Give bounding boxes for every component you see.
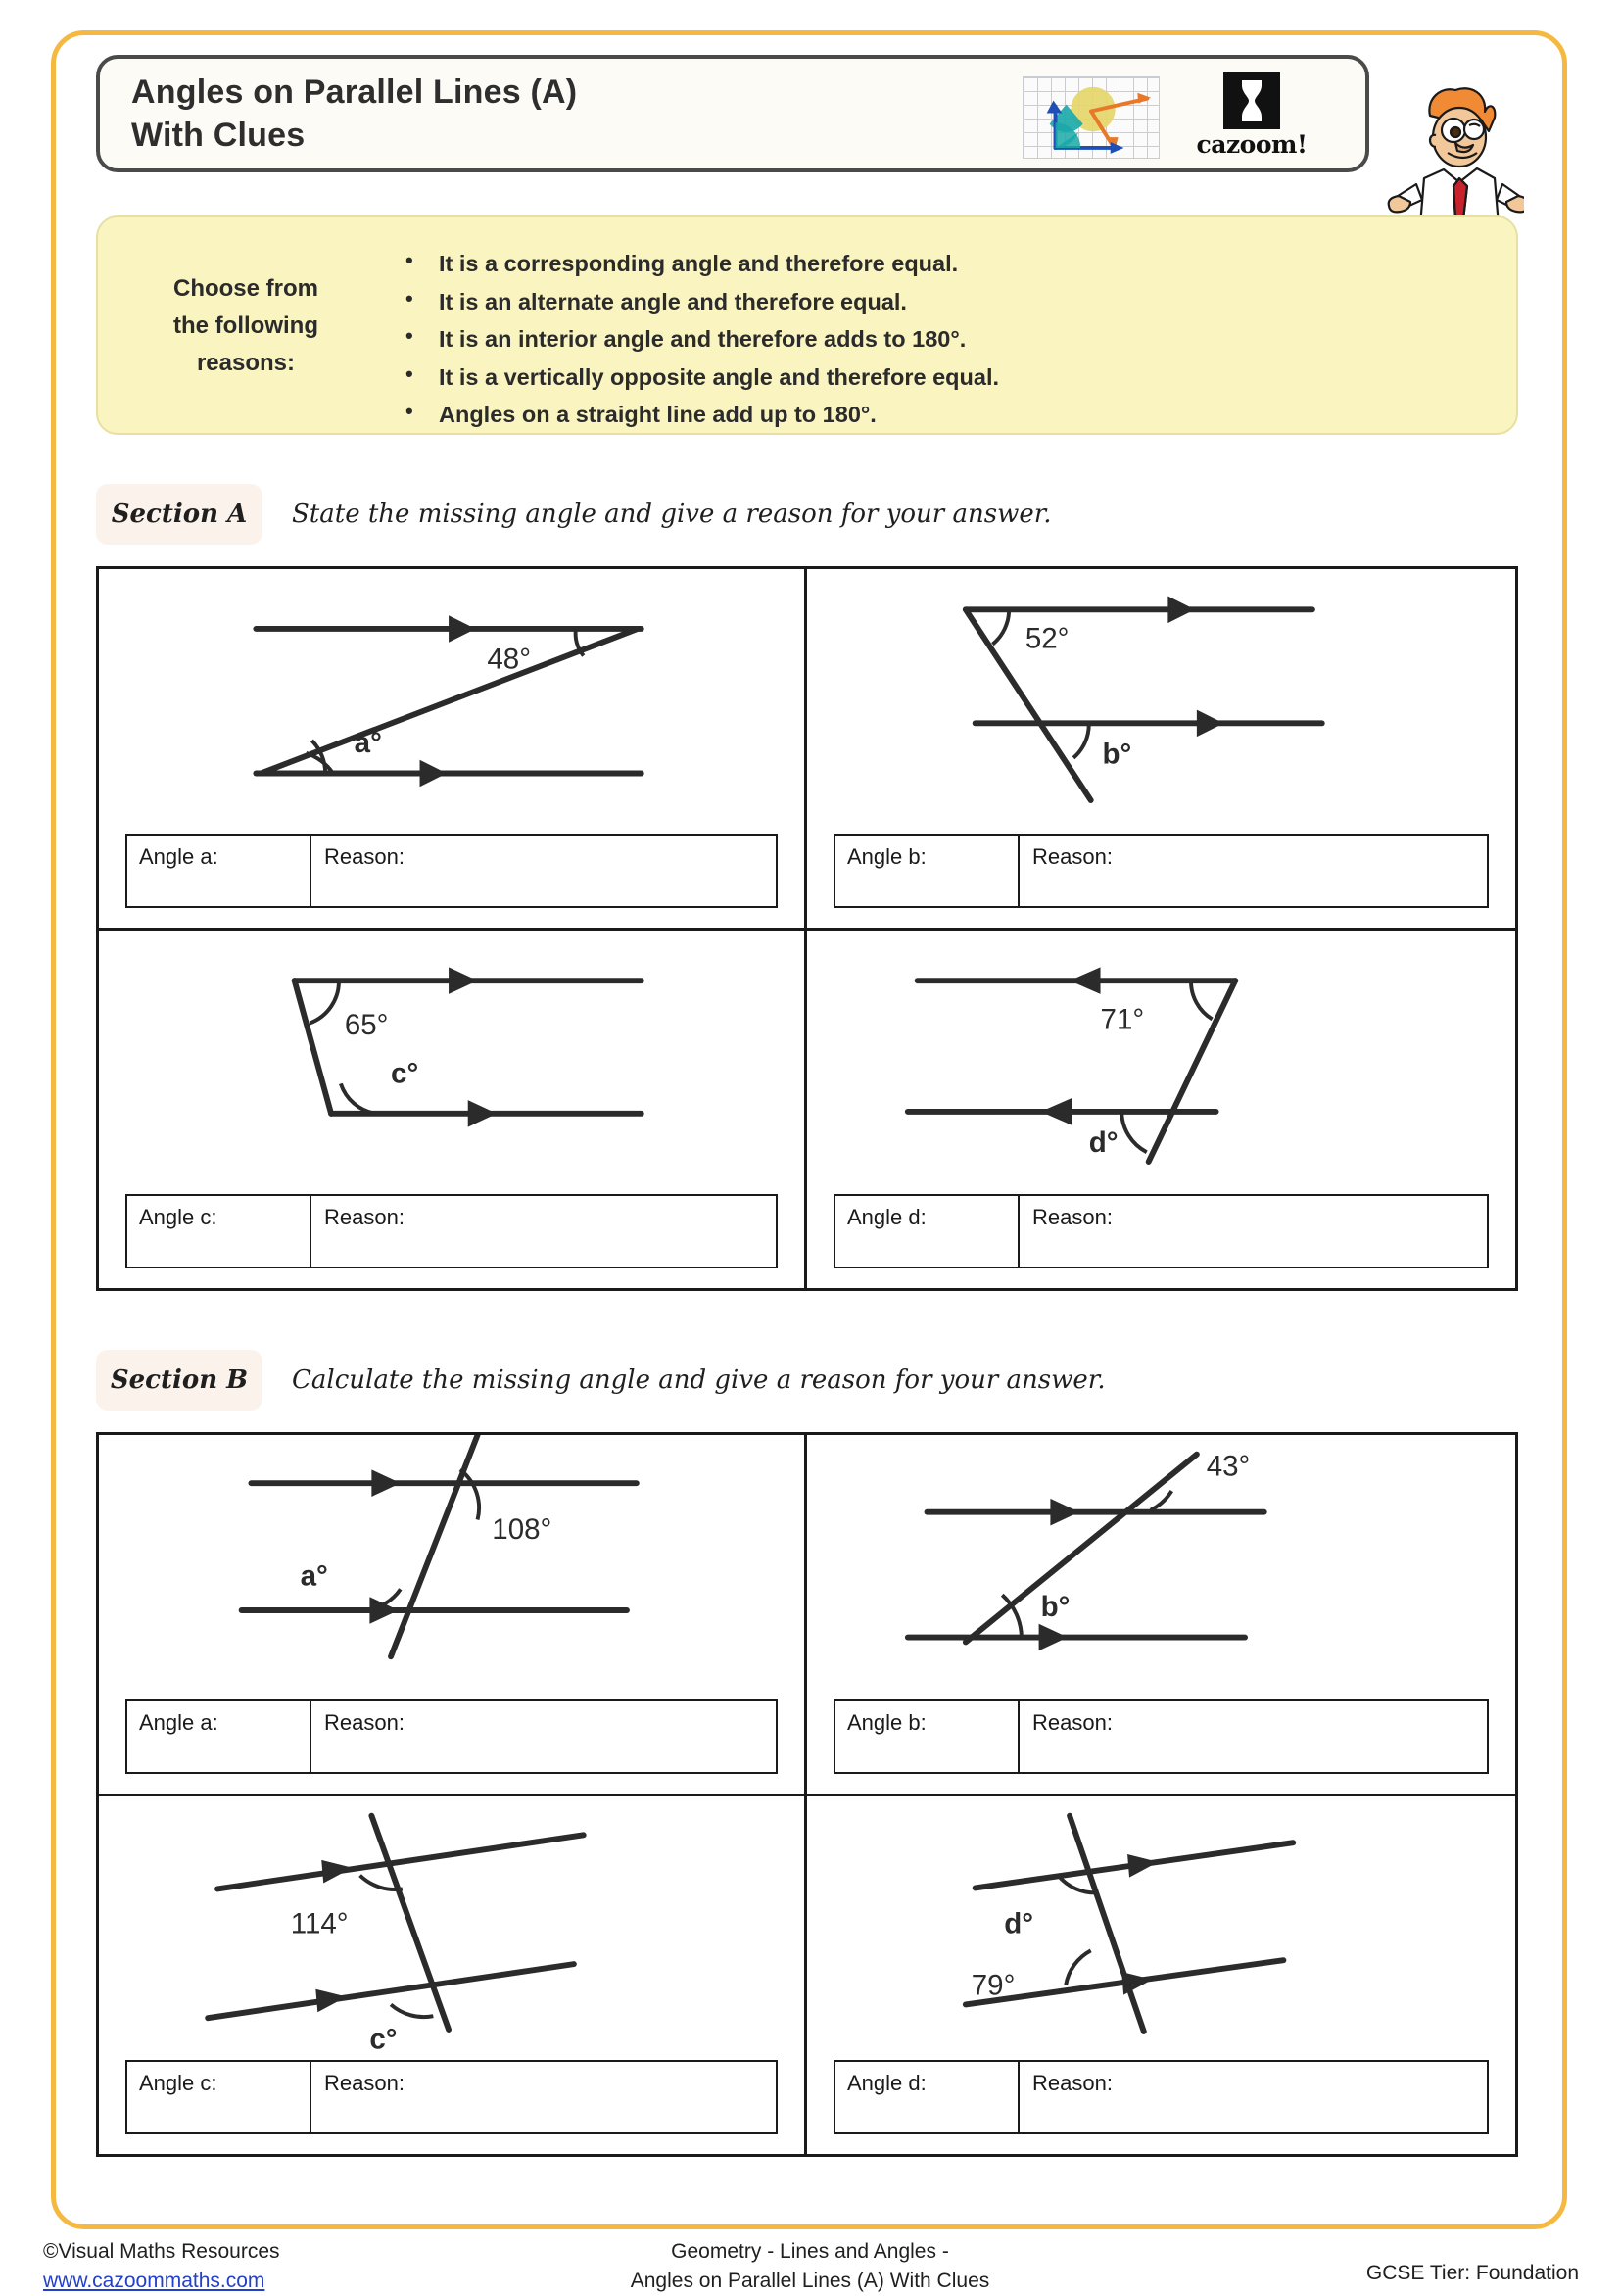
section-b-badge xyxy=(96,1350,262,1411)
diagram-a4 xyxy=(807,931,1515,1193)
footer-topic-line-1: Geometry - Lines and Angles - xyxy=(671,2240,949,2263)
diagram-a1 xyxy=(99,569,804,832)
reason-answer-b4[interactable]: Reason: xyxy=(1032,2071,1113,2095)
reason-answer-b2[interactable]: Reason: xyxy=(1032,1709,1113,1735)
unknown-label-b2: b° xyxy=(1040,1590,1071,1623)
angle-value-a2: 52° xyxy=(1024,622,1070,655)
clues-list xyxy=(392,245,1479,434)
angle-answer-a1[interactable]: Angle a: xyxy=(127,836,311,906)
answer-row-b4[interactable] xyxy=(834,2060,1489,2134)
angle-answer-b1[interactable]: Angle a: xyxy=(127,1701,311,1772)
question-a4 xyxy=(807,931,1515,1289)
answer-row-a3[interactable] xyxy=(125,1194,778,1268)
worksheet-header xyxy=(96,55,1369,172)
reason-answer-a4[interactable]: Reason: xyxy=(1032,1205,1113,1229)
angle-answer-b2[interactable]: Angle b: xyxy=(835,1701,1020,1772)
question-a2 xyxy=(807,569,1515,931)
footer-tier: GCSE Tier: Foundation xyxy=(1365,2262,1579,2284)
section-a-header xyxy=(96,484,1271,545)
angle-answer-a4[interactable]: Angle d: xyxy=(835,1196,1020,1267)
reason-answer-a2[interactable]: Reason: xyxy=(1032,843,1113,869)
title-line-2: With Clues xyxy=(131,117,306,155)
footer-topic-line-2: Angles on Parallel Lines (A) With Clues xyxy=(630,2269,990,2292)
angle-answer-a2[interactable]: Angle b: xyxy=(835,836,1020,906)
title-line-1: Angles on Parallel Lines (A) xyxy=(131,73,578,111)
unknown-label-b4: d° xyxy=(1004,1907,1034,1940)
angle-value-b4: 79° xyxy=(971,1969,1016,2002)
diagram-b3 xyxy=(99,1796,804,2059)
clue-item: • It is a vertically opposite angle and therefore equal. xyxy=(392,359,1479,397)
diagram-a2 xyxy=(807,569,1515,832)
section-b-badge-label: Section B xyxy=(110,1365,249,1395)
page-title xyxy=(131,71,577,157)
section-a-questions xyxy=(96,566,1518,1291)
clue-item: • It is a corresponding angle and therefore equal. xyxy=(392,245,1479,283)
reason-answer-a3[interactable]: Reason: xyxy=(324,1205,405,1229)
section-a-badge-label: Section A xyxy=(111,500,248,529)
footer-website-link[interactable]: www.cazoommaths.com xyxy=(43,2269,265,2292)
unknown-label-b3: c° xyxy=(369,2023,398,2056)
angle-value-b3: 114° xyxy=(290,1907,349,1940)
angle-grid-icon xyxy=(1023,76,1160,159)
question-a3 xyxy=(99,931,807,1289)
diagram-b4 xyxy=(807,1796,1515,2059)
brand-wordmark: cazoom! xyxy=(1196,130,1308,159)
answer-row-a1[interactable] xyxy=(125,834,778,908)
section-b-questions xyxy=(96,1432,1518,2157)
clues-lead-in xyxy=(123,270,368,382)
clue-item: • Angles on a straight line add up to 180°. xyxy=(392,396,1479,434)
angle-value-b1: 108° xyxy=(492,1513,552,1547)
unknown-label-a2: b° xyxy=(1102,738,1132,771)
diagram-b2 xyxy=(807,1435,1515,1698)
section-a-instruction: State the missing angle and give a reason for your answer. xyxy=(292,500,1052,529)
reason-answer-b3[interactable]: Reason: xyxy=(324,2071,405,2095)
footer-copyright: ©Visual Maths Resources xyxy=(43,2240,280,2263)
section-b-header xyxy=(96,1350,1271,1411)
clues-lead-line-1: Choose from xyxy=(172,275,318,302)
angle-value-a1: 48° xyxy=(487,643,532,676)
clue-item: • It is an alternate angle and therefore equal. xyxy=(392,283,1479,321)
angle-answer-b3[interactable]: Angle c: xyxy=(127,2062,311,2132)
reason-answer-a1[interactable]: Reason: xyxy=(324,843,405,869)
angle-value-a3: 65° xyxy=(344,1008,389,1041)
answer-row-b1[interactable] xyxy=(125,1699,778,1774)
question-b3 xyxy=(99,1796,807,2155)
unknown-label-b1: a° xyxy=(300,1559,328,1593)
angle-answer-b4[interactable]: Angle d: xyxy=(835,2062,1020,2132)
section-b-instruction: Calculate the missing angle and give a reason for your answer. xyxy=(292,1365,1106,1395)
unknown-label-a3: c° xyxy=(391,1056,419,1089)
question-b1 xyxy=(99,1435,807,1796)
question-b2 xyxy=(807,1435,1515,1796)
answer-row-a4[interactable] xyxy=(834,1194,1489,1268)
hourglass-icon xyxy=(1223,72,1280,129)
clues-panel xyxy=(96,215,1518,435)
shrugging-man-icon xyxy=(1387,76,1524,233)
clue-item: • It is an interior angle and therefore adds to 180°. xyxy=(392,320,1479,359)
answer-row-a2[interactable] xyxy=(834,834,1489,908)
clues-lead-line-3: reasons: xyxy=(196,349,296,376)
reason-answer-b1[interactable]: Reason: xyxy=(324,1709,405,1735)
section-a-badge xyxy=(96,484,262,545)
answer-row-b2[interactable] xyxy=(834,1699,1489,1774)
question-b4 xyxy=(807,1796,1515,2155)
angle-value-b2: 43° xyxy=(1206,1450,1251,1483)
diagram-a3 xyxy=(99,931,804,1193)
unknown-label-a1: a° xyxy=(354,726,382,759)
angle-value-a4: 71° xyxy=(1100,1002,1145,1035)
unknown-label-a4: d° xyxy=(1088,1125,1119,1159)
answer-row-b3[interactable] xyxy=(125,2060,778,2134)
cazoom-logo xyxy=(1183,72,1320,163)
angle-answer-a3[interactable]: Angle c: xyxy=(127,1196,311,1267)
diagram-b1 xyxy=(99,1435,804,1698)
clues-lead-line-2: the following xyxy=(173,311,318,339)
question-a1 xyxy=(99,569,807,931)
